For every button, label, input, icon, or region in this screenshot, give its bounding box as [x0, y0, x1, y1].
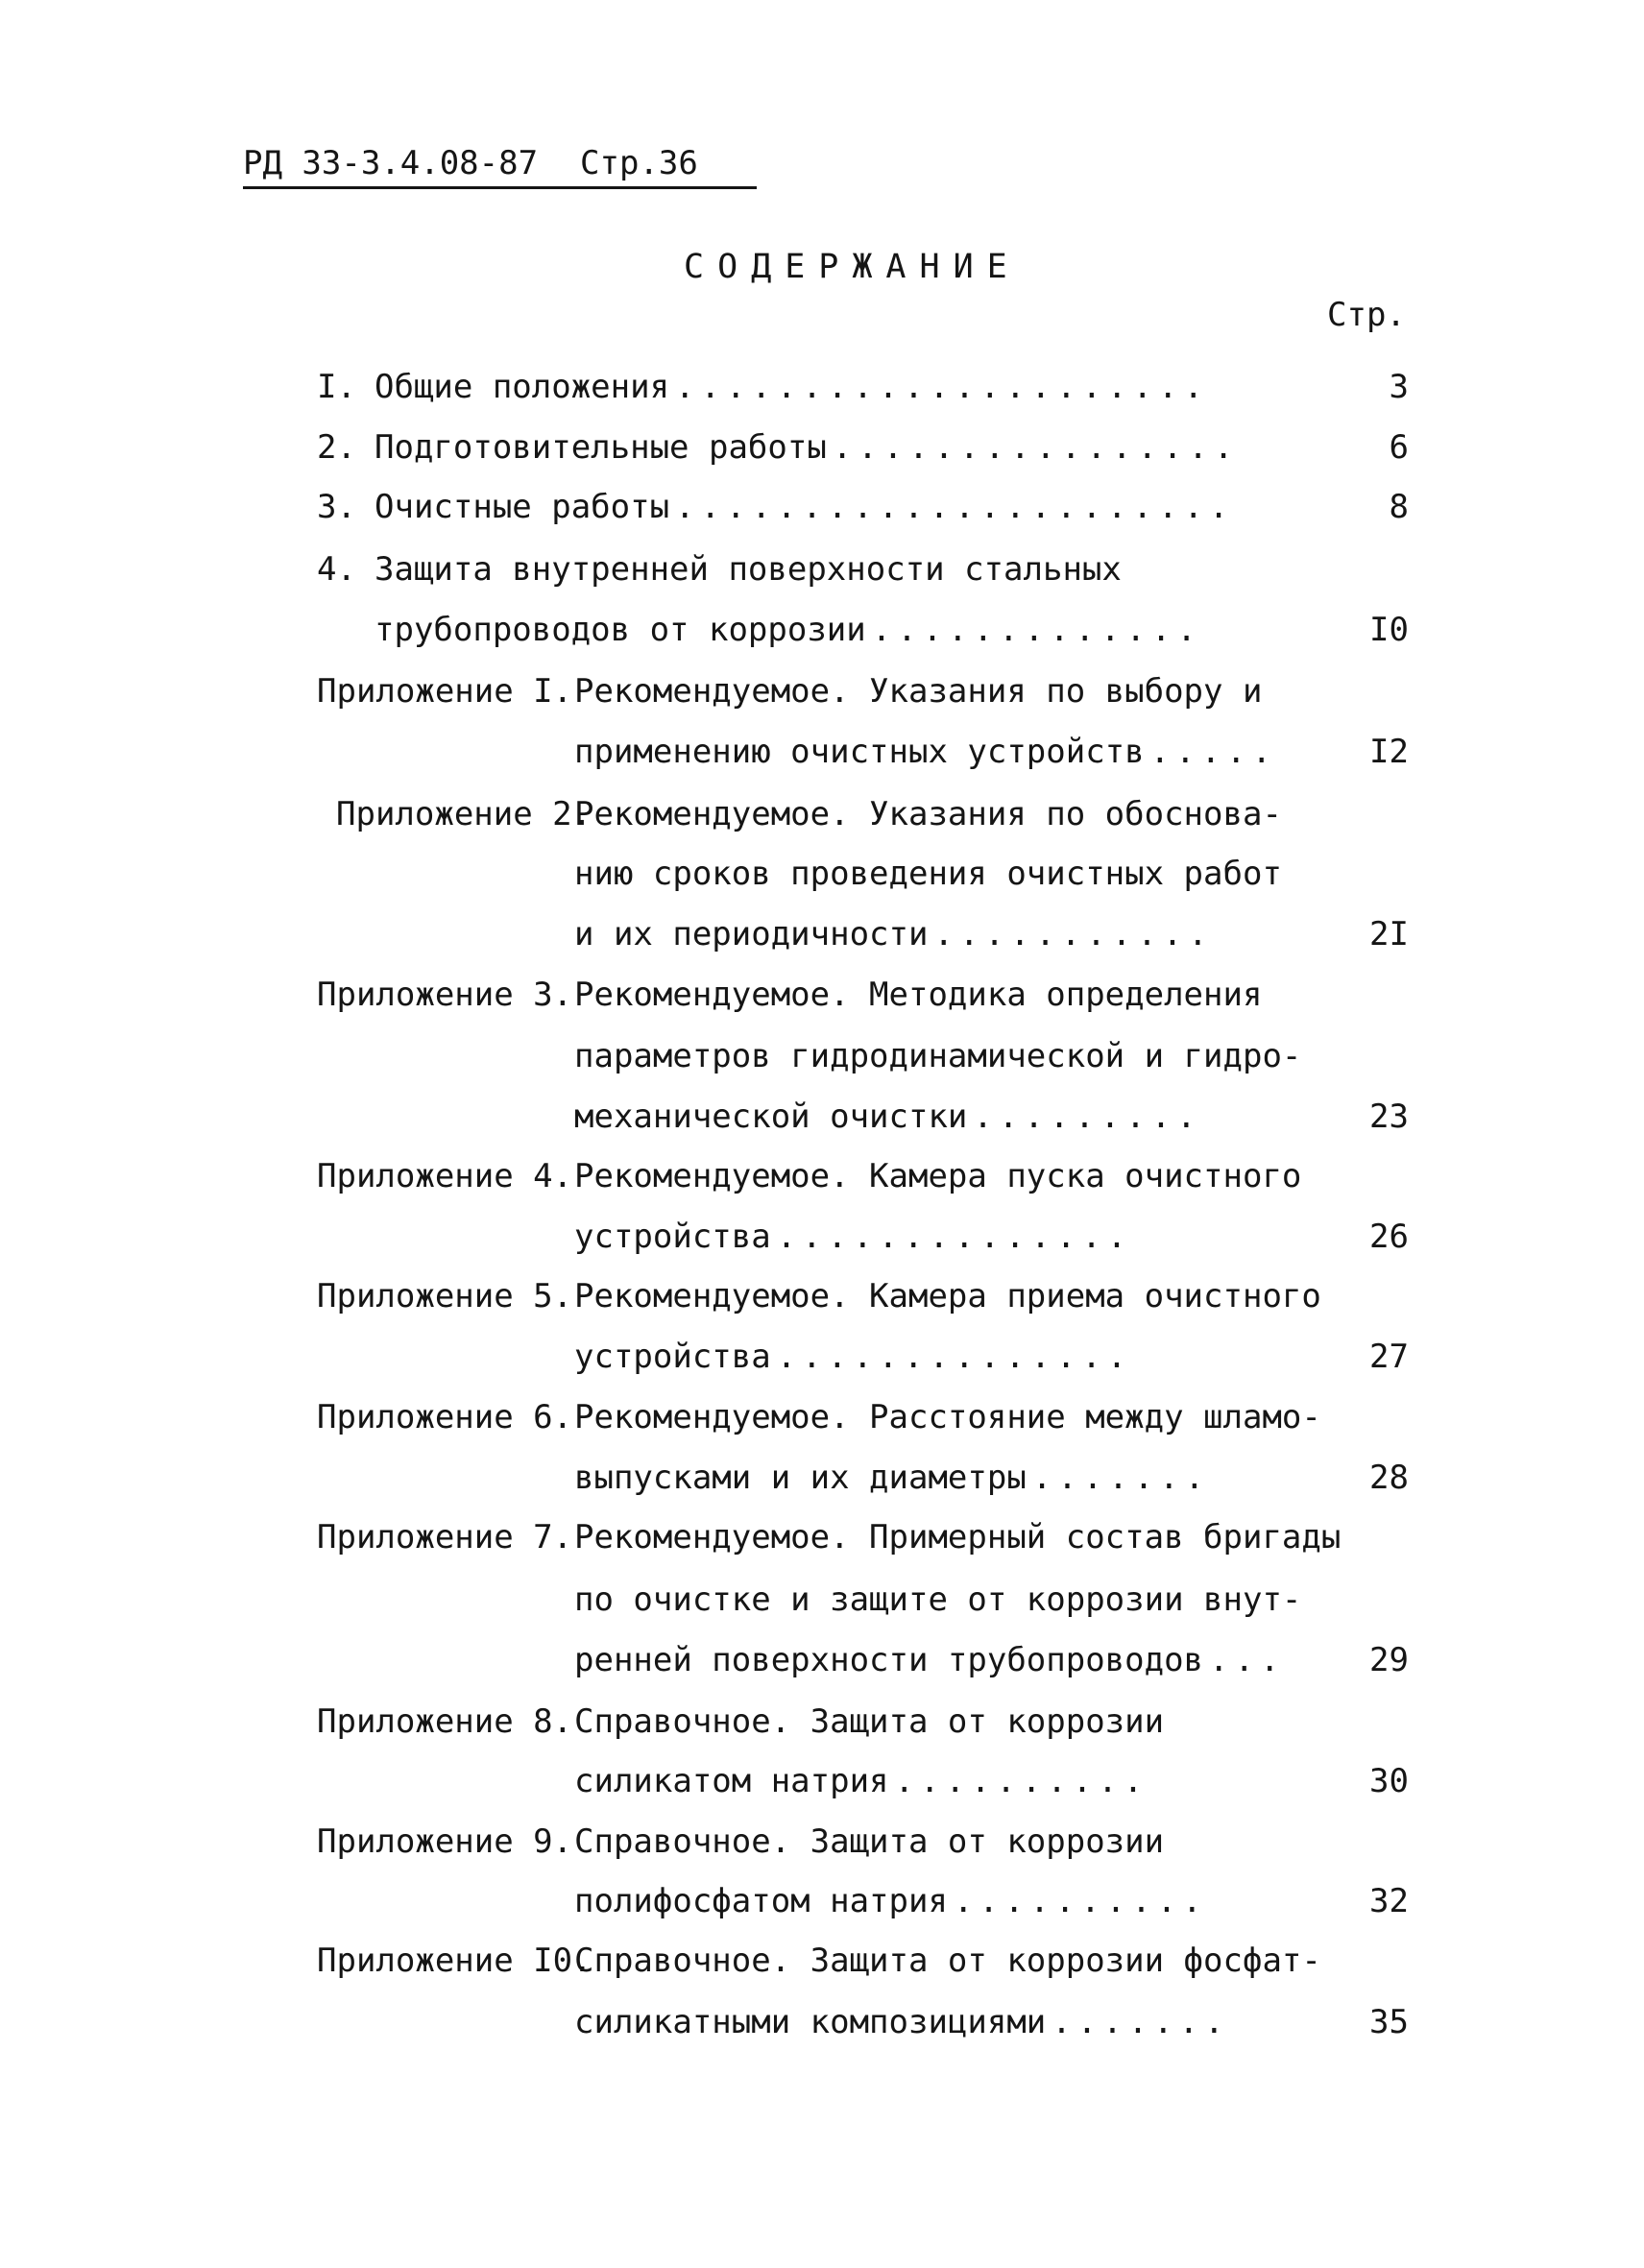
- toc-line: [317, 1395, 1397, 1439]
- toc-line: [317, 973, 1397, 1017]
- toc-entry-text: Рекомендуемое. Указания по выбору и: [574, 672, 1263, 711]
- toc-section-number: Приложение I.: [317, 672, 573, 711]
- toc-entry-text: нию сроков проведения очистных работ: [574, 855, 1282, 893]
- toc-line: [574, 912, 1409, 956]
- toc-line: [375, 608, 1409, 652]
- dot-leader: .......: [1031, 1459, 1211, 1497]
- toc-section-number: I.: [317, 368, 356, 406]
- toc-entry-text: силикатом натрия: [574, 1762, 889, 1800]
- dot-leader: .......: [1052, 2003, 1230, 2041]
- toc-section-number: Приложение 9.: [317, 1822, 573, 1861]
- toc-line: [574, 852, 1397, 896]
- toc-entry-text: трубопроводов от коррозии: [375, 611, 866, 649]
- toc-entry-text: Рекомендуемое. Камера пуска очистного: [574, 1157, 1302, 1195]
- toc-entry-text: Подготовительные работы: [375, 428, 827, 467]
- toc-page-number: 6: [1389, 428, 1409, 467]
- toc-line: [574, 1095, 1409, 1139]
- toc-entry-text: Справочное. Защита от коррозии: [574, 1702, 1165, 1741]
- toc-section-number: Приложение 5.: [317, 1277, 573, 1315]
- toc-line: [317, 1274, 1397, 1318]
- toc-entry-text: параметров гидродинамической и гидро-: [574, 1037, 1302, 1075]
- contents-title: СОДЕРЖАНИЕ: [684, 248, 1021, 286]
- toc-entry-text: и их периодичности: [574, 915, 929, 953]
- toc-section-number: Приложение 8.: [317, 1702, 573, 1741]
- toc-line: [317, 365, 1409, 409]
- toc-line: [574, 1879, 1409, 1923]
- toc-entry-text: Рекомендуемое. Расстояние между шламо-: [574, 1398, 1321, 1436]
- toc-section-number: 3.: [317, 488, 356, 526]
- toc-entry-text: Общие положения: [375, 368, 670, 406]
- toc-line: [317, 1939, 1397, 1983]
- toc-line: [317, 1154, 1397, 1198]
- dot-leader: ...........: [933, 915, 1214, 953]
- toc-line: [317, 425, 1409, 470]
- dot-leader: .....................: [675, 368, 1209, 406]
- toc-page-number: 29: [1369, 1641, 1409, 1679]
- toc-section-number: 2.: [317, 428, 356, 467]
- toc-entry-text: выпусками и их диаметры: [574, 1459, 1027, 1497]
- dot-leader: .....: [1149, 733, 1277, 771]
- toc-entry-text: Рекомендуемое. Камера приема очистного: [574, 1277, 1321, 1315]
- dot-leader: ..........: [953, 1882, 1208, 1920]
- toc-entry-text: Справочное. Защита от коррозии фосфат-: [574, 1942, 1321, 1980]
- toc-entry-text: ренней поверхности трубопроводов: [574, 1641, 1204, 1679]
- toc-section-number: Приложение 3.: [317, 976, 573, 1014]
- dot-leader: ..............: [776, 1338, 1133, 1376]
- toc-line: [317, 547, 1397, 591]
- toc-section-number: 4.: [317, 550, 356, 589]
- dot-leader: ..........: [894, 1762, 1149, 1800]
- toc-line: [574, 1759, 1409, 1803]
- toc-entry-text: применению очистных устройств: [574, 733, 1145, 771]
- toc-page-number: I0: [1369, 611, 1409, 649]
- toc-page-number: 8: [1389, 488, 1409, 526]
- toc-line: [317, 485, 1409, 529]
- page-reference: Стр.36: [580, 144, 698, 182]
- toc-page-number: 26: [1369, 1218, 1409, 1256]
- document-code: РД 33-3.4.08-87: [243, 144, 539, 182]
- dot-leader: .........: [973, 1098, 1202, 1136]
- toc-line: [574, 1456, 1409, 1500]
- toc-entry-text: Рекомендуемое. Методика определения: [574, 976, 1263, 1014]
- toc-page-number: 3: [1389, 368, 1409, 406]
- toc-line: [336, 792, 1397, 836]
- toc-entry-text: Рекомендуемое. Указания по обоснова-: [574, 795, 1282, 833]
- toc-page-number: 2I: [1369, 915, 1409, 953]
- toc-section-number: Приложение 2.: [336, 795, 592, 833]
- toc-section-number: Приложение 7.: [317, 1518, 573, 1556]
- toc-entry-text: механической очистки: [574, 1098, 968, 1136]
- toc-page-number: 28: [1369, 1459, 1409, 1497]
- toc-line: [574, 1034, 1397, 1078]
- toc-page-number: 27: [1369, 1338, 1409, 1376]
- toc-section-number: Приложение 4.: [317, 1157, 573, 1195]
- dot-leader: .............: [871, 611, 1202, 649]
- toc-entry-text: силикатными композициями: [574, 2003, 1047, 2041]
- toc-entry-text: Рекомендуемое. Примерный состав бригады: [574, 1518, 1342, 1556]
- toc-page-number: I2: [1369, 733, 1409, 771]
- toc-entry-text: устройства: [574, 1338, 771, 1376]
- dot-leader: ..............: [776, 1218, 1133, 1256]
- toc-page-number: 35: [1369, 2003, 1409, 2041]
- toc-entry-text: по очистке и защите от коррозии внут-: [574, 1580, 1302, 1619]
- dot-leader: ................: [832, 428, 1240, 467]
- toc-line: [574, 730, 1409, 774]
- toc-section-number: Приложение I0.: [317, 1942, 592, 1980]
- toc-entry-text: полифосфатом натрия: [574, 1882, 948, 1920]
- toc-line: [574, 2000, 1409, 2044]
- toc-line: [317, 669, 1397, 713]
- dot-leader: ......................: [675, 488, 1235, 526]
- toc-section-number: Приложение 6.: [317, 1398, 573, 1436]
- toc-page-number: 23: [1369, 1098, 1409, 1136]
- toc-line: [574, 1638, 1409, 1682]
- toc-entry-text: Очистные работы: [375, 488, 670, 526]
- toc-line: [574, 1578, 1397, 1622]
- toc-entry-text: Защита внутренней поверхности стальных: [375, 550, 1122, 589]
- toc-page-number: 30: [1369, 1762, 1409, 1800]
- toc-line: [317, 1515, 1397, 1559]
- toc-page-number: 32: [1369, 1882, 1409, 1920]
- toc-line: [317, 1700, 1397, 1744]
- toc-line: [574, 1215, 1409, 1259]
- dot-leader: ...: [1209, 1641, 1286, 1679]
- toc-entry-text: Справочное. Защита от коррозии: [574, 1822, 1165, 1861]
- toc-line: [574, 1335, 1409, 1379]
- toc-entry-text: устройства: [574, 1218, 771, 1256]
- toc-line: [317, 1820, 1397, 1864]
- page-column-label: Стр.: [1327, 296, 1406, 334]
